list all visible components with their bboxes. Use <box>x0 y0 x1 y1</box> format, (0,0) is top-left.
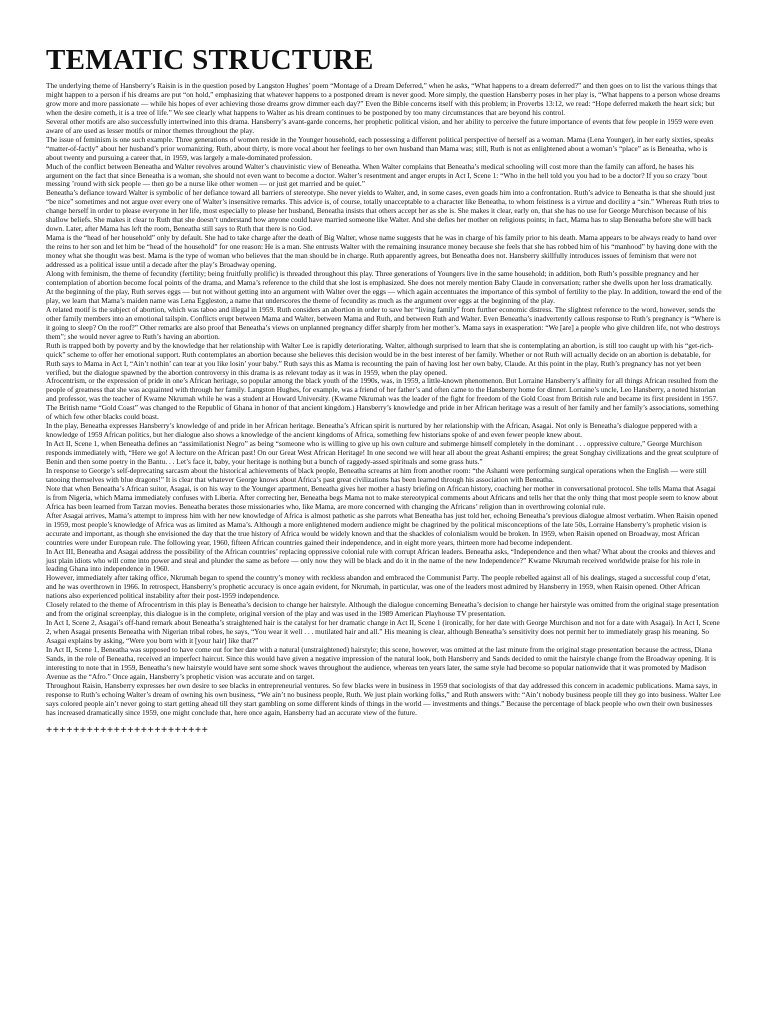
paragraph: The underlying theme of Hansberry’s Raisin is in the question posed by Langston Hughes’ poem “Montage of a Dream Deferred,” when he asks, “What happens to a dream deferred?” and then goes on to list the various things that might happen to a person if his dreams are put “on hold,” emphasizing that whatever happens to a postponed dream is never good. More simply, the question Hansberry poses in her play is, “What happens to a person whose dreams grow more and more passionate — while his hopes of ever achieving those dreams grow dimmer each day?” Even the Bible concerns itself with this problem; in Proverbs 13:12, we read: “Hope deferred maketh the heart sick; but when the desire cometh, it is a tree of life.” We see clearly what happens to Walter as his dream continues to be postponed by too many circumstances that are beyond his control. <box>46 81 721 117</box>
paragraph: However, immediately after taking office, Nkrumah began to spend the country’s money with reckless abandon and embraced the Communist Party. The people rebelled against all of his dealings, staged a successful coup d’etat, and he was overthrown in 1966. In retrospect, Hansberry’s prophetic accuracy is once again evident, for Nkrumah, in particular, was one of the leaders most admired by Hansberry in 1959, when Raisin opened. Other African nations also experienced political instability after their post-1959 independence. <box>46 573 711 601</box>
paragraph: Afrocentrism, or the expression of pride in one’s African heritage, so popular among the black youth of the 1990s, was, in 1959, a little-known phenomenon. But Lorraine Hansberry’s affinity for all things African resulted from the people of greatness that she was acquainted with through her family. Langston Hughes, for example, was a friend of her father’s and often came to the Hansberry home for dinner. Lorraine’s uncle, Leo Hansberry, a noted historian and professor, was the teacher of Kwame Nkrumah while he was a student at Howard University. (Kwame Nkrumah was the leader of the fight for freedom of the Gold Coast from British rule and became its first president in 1957. The British name “Gold Coast” was changed to the Republic of Ghana in honor of that ancient kingdom.) Hansberry’s knowledge and pride in her African heritage was a result of her family and her family’s associations, something of which few other blacks could boast. <box>46 376 719 422</box>
paragraph: In the play, Beneatha expresses Hansberry’s knowledge of and pride in her African heritage. Beneatha’s African spirit is nurtured by her relationship with the African, Asagai. Not only is Beneatha’s dialogue peppered with a knowledge of 1959 African politics, but her dialogue also shows a knowledge of the ancient kingdoms of Africa, something few historians spoke of and even fewer people knew about. <box>46 421 697 440</box>
paragraph: Along with feminism, the theme of fecundity (fertility; being fruitfully prolific) is threaded throughout this play. Three generations of Youngers live in the same household; in addition, both Ruth’s possible pregnancy and her contemplation of abortion become focal points of the drama, and Mama’s reference to the child that she lost is emphasized. She does not merely mention Baby Claude in conversation; rather she dwells upon her loss dramatically. <box>46 269 713 287</box>
paragraph: In Act I, Scene 2, Asagai’s off-hand remark about Beneatha’s straightened hair is the catalyst for her dramatic change in Act II, Scene 1 (ironically, for her date with George Murchison and not for a date with Asagai). In Act I, Scene 2, when Asagai presents Beneatha with Nigerian tribal robes, he says, “You wear it well . . . mutilated hair and all.” His meaning is clear, although Beneatha’s sensitivity does not permit her to immediately grasp his meaning. So Asagai explains by asking, “Were you born with it [your hair] like that?” <box>46 618 720 646</box>
paragraph: Note that when Beneatha’s African suitor, Asagai, is on his way to the Younger apartment, Beneatha gives her mother a hasty briefing on African history, coaching her mother in conversational protocol. She tells Mama that Asagai is from Nigeria, which Mama immediately confuses with Liberia. After correcting her, Beneatha begs Mama not to make stereotypical comments about Africans and tells her that the only thing that most people seem to know about Africa has been learned from Tarzan movies. Beneatha berates those missionaries who, like Mama, are more concerned with changing the Africans’ religion than in overthrowing colonial rule. <box>46 483 719 511</box>
paragraph: In response to George’s self-deprecating sarcasm about the historical achievements of black people, Beneatha screams at him from another room: “the Ashanti were performing surgical operations when the English — were still tatooing themselves with blue dragons!” It is clear that whatever George knows about Africa’s past great civilizations has been learned through his association with Beneatha. <box>46 465 707 484</box>
paragraph: Mama is the “head of her household” only by default. She had to take charge after the death of Big Walter, whose name suggests that he was in charge of his family prior to his death. Mama appears to be always ready to hand over the reins to her son and let him be “head of the household” for one reason: He is a man. She entrusts Walter with the remaining insurance money because she feels that she has robbed him of his “manhood” by having done with the money what she thought was best. Mama is the type of woman who believes that the man should be in charge. Ruth apparently agrees, but Beneatha does not. Hansberry skillfully introduces issues of feminism that were not addressed as a political issue until a decade after the play’s Broadway opening. <box>46 233 718 270</box>
paragraph: In Act II, Scene 1, when Beneatha defines an “assimilationist Negro” as being “someone who is willing to give up his own culture and submerge himself completely in the dominant . . . oppressive culture,” George Murchison responds immediately with, “Here we go! A lecture on the African past! On our Great West African Heritage! In one second we will hear all about the great Ashanti empires; the great Songhay civilizations and the great sculpture of Benin and then some poetry in the Bantu. . . Let’s face it, baby, your heritage is nothing but a bunch of raggedy-assed spirituals and some grass huts.” <box>46 439 719 467</box>
document-body <box>46 82 722 718</box>
paragraph: In Act III, Beneatha and Asagai address the possibility of the African countries’ replacing oppressive colonial rule with corrupt African leaders. Beneatha asks, “Independence and then what? What about the crooks and thieves and just plain idiots who will come into power and steal and plunder the same as before — only now they will be black and do it in the name of the new Independence?” Kwame Nkrumah received worldwide praise for his role in leading Ghana into independence in 1960. <box>46 546 716 574</box>
paragraph: Closely related to the theme of Afrocentrism in this play is Beneatha’s decision to change her hairstyle. Although the dialogue concerning Beneatha’s decision to change her hairstyle was omitted from the original stage presentation and from the original screenplay, this dialogue is in the complete, original version of the play and was used in the 1989 American Playhouse TV presentation. <box>46 600 719 619</box>
paragraph: Ruth is trapped both by poverty and by the knowledge that her relationship with Walter Lee is rapidly deteriorating. Walter, although surprised to learn that she is contemplating an abortion, is still too caught up with his “get-rich-quick” scheme to offer her emotional support. Ruth contemplates an abortion because she believes this decision would be in the best interest of her family. Whether or not Ruth will actually decide on an abortion is debatable, for Ruth says to Mama in Act I, “Ain’t nothin’ can tear at you like losin’ your baby.” Ruth says this as Mama is recounting the pain of having lost her own baby, Claude. At this point in the play, Ruth’s pregnancy has not yet been verified, but the dialogue spawned by the abortion controversy in this drama is as relevant today as it was in 1959, when the play opened. <box>46 340 714 377</box>
paragraph: Throughout Raisin, Hansberry expresses her own desire to see blacks in entrepreneurial ventures. So few blacks were in business in 1959 that sociologists of that day addressed this concern in academic publications. Mama says, in response to Ruth’s echoing Walter’s dream of owning his own business, “We ain’t no business people, Ruth. We just plain working folks,” and Ruth answers with: “Ain’t nobody business people till they go into business. Walter Lee says colored people ain’t never going to start getting ahead till they start gambling on some different kinds of things in the world — investments and things.” Because the percentage of black people who own their own businesses has increased dramatically since 1959, one might conclude that, here once again, Hansberry had an accurate view of the future. <box>46 680 721 717</box>
page-title: TEMATIC STRUCTURE <box>46 44 374 76</box>
paragraph: A related motif is the subject of abortion, which was taboo and illegal in 1959. Ruth considers an abortion in order to save her “living family” from further economic distress. The slightest reference to the word, however, sends the other family members into an emotional tailspin. Conflicts erupt between Mama and Walter, between Mama and Ruth, and between Ruth and Walter. Even Beneatha’s inadvertently callous response to Ruth’s pregnancy is “Where is it going to sleep? On the roof?” Other remarks are also proof that Beneatha’s views on unplanned pregnancy differ sharply from her mother’s. Mama says in exasperation: “We [are] a people who give children life, not who destroys them”; she would never agree to Ruth’s having an abortion. <box>46 304 721 341</box>
paragraph: At the beginning of the play, Ruth serves eggs — but not without getting into an argument with Walter over the eggs — which again accentuates the importance of this symbol of fertility to the play. In addition, toward the end of the play, we learn that Mama’s maiden name was Lena Eggleston, a name that underscores the theme of fecundity as much as the argument over eggs at the beginning of the play. <box>46 286 722 305</box>
paragraph: In Act II, Scene 1, Beneatha was supposed to have come out for her date with a natural (unstraightened) hairstyle; this scene, however, was omitted at the last minute from the original stage presentation because the actress, Diana Sands, in the role of Beneatha, received an imperfect haircut. Since this would have given a negative impression of the natural look, both Hansberry and Sands decided to omit the hairstyle change from the Broadway opening. It is interesting to note that in 1959, Beneatha’s new hairstyle would have sent some shock waves throughout the audience, whereas ten years later, the same style had become so popular nationwide that it was promoted by Madison Avenue as the “Afro.” Once again, Hansberry’s prophetic vision was accurate and on target. <box>46 645 716 681</box>
section-separator: ++++++++++++++++++++++++ <box>46 723 209 736</box>
paragraph: Beneatha’s defiance toward Walter is symbolic of her defiance toward all barriers of stereotype. She never yields to Walter, and, in some cases, even goads him into a confrontation. Ruth’s advice to Beneatha is that she should just “be nice” sometimes and not argue over every one of Walter’s insensitive remarks. This advice is, of course, totally unacceptable to a character like Beneatha, to whom feistiness is a virtue and docility a “sin.” Whereas Ruth tries to change herself in order to please everyone in her life, most especially to please her husband, Beneatha insists that others accept her as she is. She makes it clear, early on, that she has no use for George Murchison because of his shallow beliefs. She makes it clear to Ruth that she doesn’t understand how anyone could have married someone like Walter. And she defies her mother on religious points; in fact, Mama has to slap Beneatha before she will back down. Later, after Mama has left the room, Beneatha still says to Ruth that there is no God. <box>46 188 720 234</box>
paragraph: After Asagai arrives, Mama’s attempt to impress him with her new knowledge of Africa is almost pathetic as she parrots what Beneatha has just told her, echoing Beneatha’s previous dialogue almost verbatim. When Raisin opened in 1959, most people’s knowledge of Africa was as limited as Mama’s. Although a more enlightened modern audience might be chagrined by the political misconceptions of the late 50s, Lorraine Hansberry’s prophetic vision is accurate and important, as though she envisioned the day that the true history of Africa would be widely known and that the shackles of colonialism would be broken. In 1959, when Raisin opened on Broadway, most African countries were under European rule. The following year, 1960, fifteen African countries gained their independence, and in eight more years, thirteen more had become independent. <box>46 510 718 547</box>
paragraph: The issue of feminism is one such example. Three generations of women reside in the Younger household, each possessing a different political perspective of herself as a woman. Mama (Lena Younger), in her early sixties, speaks “matter-of-factly” about her husband’s prior womanizing. Ruth, about thirty, is more vocal about her feelings to her own husband than Mama was; still, Ruth is not as enlightened about a woman’s “place” as is Beneatha, who is about twenty and pursuing a career that, in 1959, was largely a male-dominated profession. <box>46 134 714 162</box>
paragraph: Several other motifs are also successfully intertwined into this drama. Hansberry’s avant-garde concerns, her prophetic political vision, and her ability to perceive the future importance of events that few people in 1959 were even aware of are used as lesser motifs or minor themes throughout the play. <box>46 116 714 135</box>
paragraph: Much of the conflict between Beneatha and Walter revolves around Walter’s chauvinistic view of Beneatha. When Walter complains that Beneatha’s medical schooling will cost more than the family can afford, he bases his argument on the fact that since Beneatha is a woman, she should not even want to become a doctor. Walter’s resentment and anger erupts in Act I, Scene 1: “Who in the hell told you you had to be a doctor? If you so crazy ’bout messing ’round with sick people — then go be a nurse like other women — or just get married and be quiet.” <box>46 161 708 189</box>
